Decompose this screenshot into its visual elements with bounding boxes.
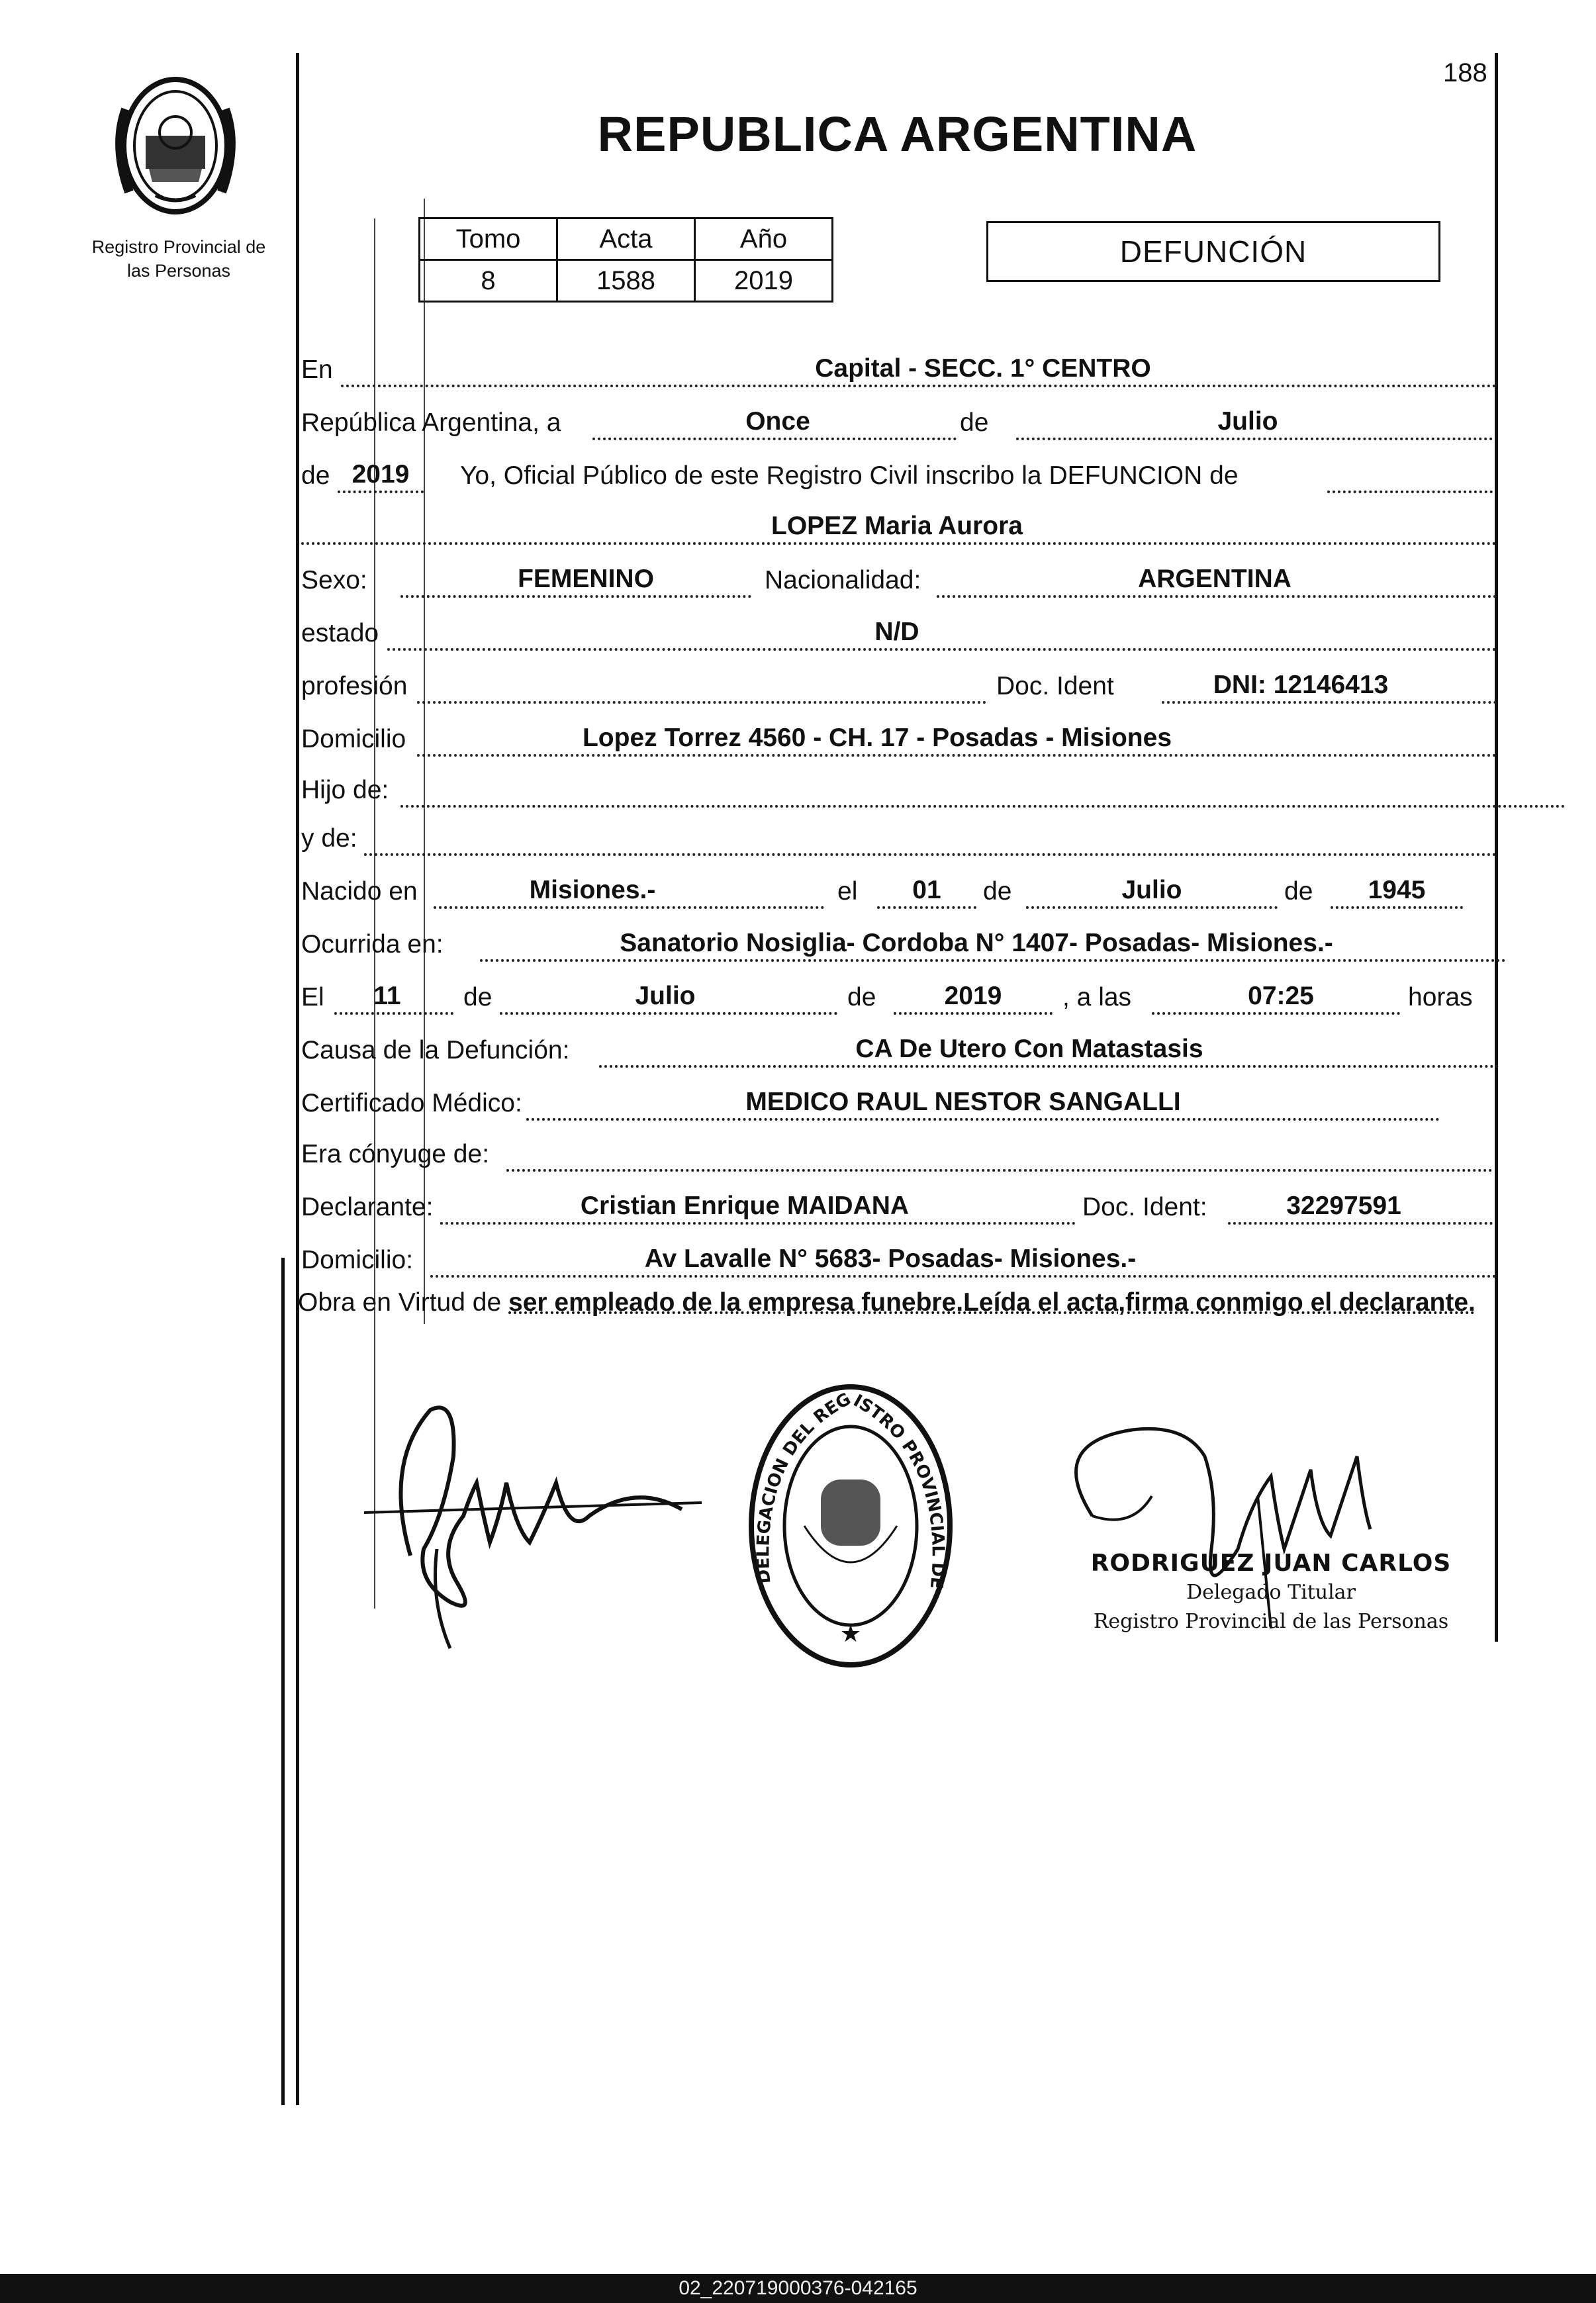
dotted-line — [894, 1012, 1053, 1015]
label-causa: Causa de la Defunción: — [301, 1036, 570, 1064]
field-row-nombre — [301, 505, 1497, 545]
acta-header-acta: Acta — [557, 218, 695, 260]
label-conyuge: Era cónyuge de: — [301, 1140, 490, 1168]
acta-header-tomo: Tomo — [420, 218, 557, 260]
label-nacido-de2: de — [1284, 877, 1313, 906]
dotted-line — [1162, 701, 1497, 704]
field-row-en — [301, 348, 1497, 387]
dotted-line — [506, 1169, 1493, 1172]
value-fecha-month: Julio — [1217, 407, 1278, 436]
value-doc-ident: DNI: 12146413 — [1213, 671, 1389, 699]
value-nombre: LOPEZ Maria Aurora — [771, 512, 1023, 540]
svg-text:★: ★ — [839, 1620, 862, 1647]
dotted-line — [417, 754, 1497, 757]
footer-id: 02_220719000376-042165 — [0, 2274, 1596, 2303]
acta-header-anio: Año — [695, 218, 833, 260]
field-row-estado — [301, 611, 1497, 651]
dotted-line — [417, 701, 986, 704]
value-fecha-day: Once — [745, 407, 810, 436]
label-nacido-de1: de — [983, 877, 1012, 906]
dotted-line — [500, 1012, 837, 1015]
acta-value-anio: 2019 — [695, 260, 833, 302]
value-el-time: 07:25 — [1248, 982, 1314, 1010]
obra-prefix: Obra en Virtud de — [298, 1288, 502, 1317]
value-nacido-year: 1945 — [1368, 876, 1426, 904]
label-declarante-doc: Doc. Ident: — [1082, 1193, 1207, 1221]
dotted-line — [434, 906, 824, 909]
dotted-line — [1152, 1012, 1400, 1015]
officer-office: Registro Provincial de las Personas — [1093, 1610, 1449, 1633]
dotted-line — [430, 1275, 1497, 1278]
value-nacido-month: Julio — [1121, 876, 1182, 904]
label-el: El — [301, 983, 324, 1011]
label-sexo: Sexo: — [301, 566, 367, 594]
dotted-line — [387, 648, 1497, 651]
registry-caption — [66, 235, 291, 283]
value-causa: CA De Utero Con Matastasis — [855, 1035, 1203, 1063]
dotted-line — [1016, 438, 1493, 440]
value-certificado: MEDICO RAUL NESTOR SANGALLI — [745, 1088, 1181, 1116]
page-number: 188 — [1443, 58, 1487, 87]
acta-value-tomo: 8 — [420, 260, 557, 302]
field-row-el — [301, 975, 1497, 1015]
official-stamp-icon — [741, 1374, 960, 1678]
dotted-line — [334, 1012, 453, 1015]
dotted-line — [400, 805, 1566, 808]
field-row-profesion — [301, 664, 1497, 704]
label-doc-ident: Doc. Ident — [996, 672, 1114, 700]
field-row-causa — [301, 1028, 1497, 1068]
label-estado: estado — [301, 619, 379, 647]
page-title: REPUBLICA ARGENTINA — [597, 107, 1197, 162]
dotted-line — [1331, 906, 1463, 909]
field-row-domicilio-declarante — [301, 1238, 1497, 1278]
field-row-fecha — [301, 400, 1497, 440]
acta-value-acta: 1588 — [557, 260, 695, 302]
label-profesion: profesión — [301, 672, 408, 700]
label-el-horas: horas — [1408, 983, 1473, 1011]
value-el-month: Julio — [635, 982, 696, 1010]
field-row-ocurrida — [301, 922, 1497, 962]
dotted-line — [338, 491, 424, 493]
field-row-declarante — [301, 1185, 1497, 1225]
value-en: Capital - SECC. 1° CENTRO — [815, 354, 1151, 383]
dotted-line — [592, 438, 957, 440]
field-row-certificado — [301, 1081, 1497, 1121]
field-row-sexo — [301, 558, 1497, 598]
obra-text: ser empleado de la empresa funebre.Leída el acta,firma conmigo el declarante. — [508, 1288, 1476, 1317]
value-el-day: 11 — [373, 982, 401, 1010]
value-domicilio-declarante: Av Lavalle N° 5683- Posadas- Misiones.- — [644, 1245, 1137, 1273]
dotted-line — [877, 906, 976, 909]
officer-block — [1086, 1549, 1456, 1636]
field-row-domicilio — [301, 717, 1497, 757]
label-nacido: Nacido en — [301, 877, 418, 906]
dotted-line — [400, 595, 751, 598]
officer-title: Delegado Titular — [1186, 1581, 1356, 1604]
label-fecha-de: de — [960, 408, 989, 437]
value-domicilio: Lopez Torrez 4560 - CH. 17 - Posadas - Misiones — [582, 724, 1172, 752]
label-ocurrida: Ocurrida en: — [301, 930, 444, 959]
value-sexo: FEMENINO — [518, 565, 654, 593]
officer-name: RODRIGUEZ JUAN CARLOS — [1090, 1550, 1452, 1577]
dotted-line — [440, 1222, 1076, 1225]
obra-en-virtud — [298, 1288, 1489, 1318]
label-nacionalidad: Nacionalidad: — [765, 566, 921, 594]
field-row-conyuge — [301, 1132, 1497, 1172]
value-ocurrida: Sanatorio Nosiglia- Cordoba N° 1407- Posadas- Misiones.- — [620, 929, 1333, 957]
field-row-intro — [301, 453, 1497, 493]
dotted-line — [301, 542, 1497, 545]
label-domicilio-declarante: Domicilio: — [301, 1246, 414, 1274]
field-row-y-de — [301, 816, 1497, 856]
label-intro-de: de — [301, 461, 330, 490]
dotted-line — [1327, 491, 1493, 493]
label-fecha: República Argentina, a — [301, 408, 561, 437]
value-intro-year: 2019 — [352, 460, 410, 489]
value-nacido-day: 01 — [912, 876, 941, 904]
intro-text: Yo, Oficial Público de este Registro Civil inscribo la DEFUNCION de — [460, 461, 1239, 490]
document-type-box: DEFUNCIÓN — [986, 221, 1440, 282]
label-nacido-el: el — [837, 877, 858, 906]
dotted-line — [1026, 906, 1278, 909]
label-certificado: Certificado Médico: — [301, 1089, 522, 1117]
left-border-line — [296, 53, 299, 2105]
value-nacionalidad: ARGENTINA — [1138, 565, 1291, 593]
value-declarante-doc: 32297591 — [1286, 1192, 1401, 1220]
label-en: En — [301, 355, 333, 384]
value-nacido-place: Misiones.- — [529, 876, 656, 904]
label-y-de: y de: — [301, 824, 357, 853]
label-el-alas: , a las — [1062, 983, 1132, 1011]
value-declarante: Cristian Enrique MAIDANA — [580, 1192, 910, 1220]
field-row-hijo-de — [301, 768, 1497, 808]
label-declarante: Declarante: — [301, 1193, 434, 1221]
label-domicilio: Domicilio — [301, 725, 406, 753]
registry-caption-line1: Registro Provincial de — [91, 237, 266, 257]
dotted-line — [526, 1118, 1440, 1121]
dotted-line — [1228, 1222, 1493, 1225]
svg-text:DELEGACION DEL REGISTRO PROVIN: DELEGACION DEL REGISTRO PROVINCIAL DE — [753, 1389, 948, 1590]
declarant-signature-icon — [357, 1384, 702, 1662]
registry-caption-line2: las Personas — [126, 261, 231, 281]
left-border-line-lower — [281, 1258, 285, 2105]
value-estado: N/D — [874, 618, 919, 646]
value-el-year: 2019 — [944, 982, 1002, 1010]
acta-table — [418, 217, 833, 303]
label-el-de1: de — [463, 983, 493, 1011]
label-el-de2: de — [847, 983, 876, 1011]
dotted-line — [599, 1065, 1499, 1068]
dotted-line — [480, 959, 1506, 962]
dotted-line — [341, 385, 1497, 387]
label-hijo-de: Hijo de: — [301, 776, 389, 804]
dotted-line — [937, 595, 1497, 598]
dotted-line — [364, 853, 1497, 856]
field-row-nacido — [301, 869, 1497, 909]
